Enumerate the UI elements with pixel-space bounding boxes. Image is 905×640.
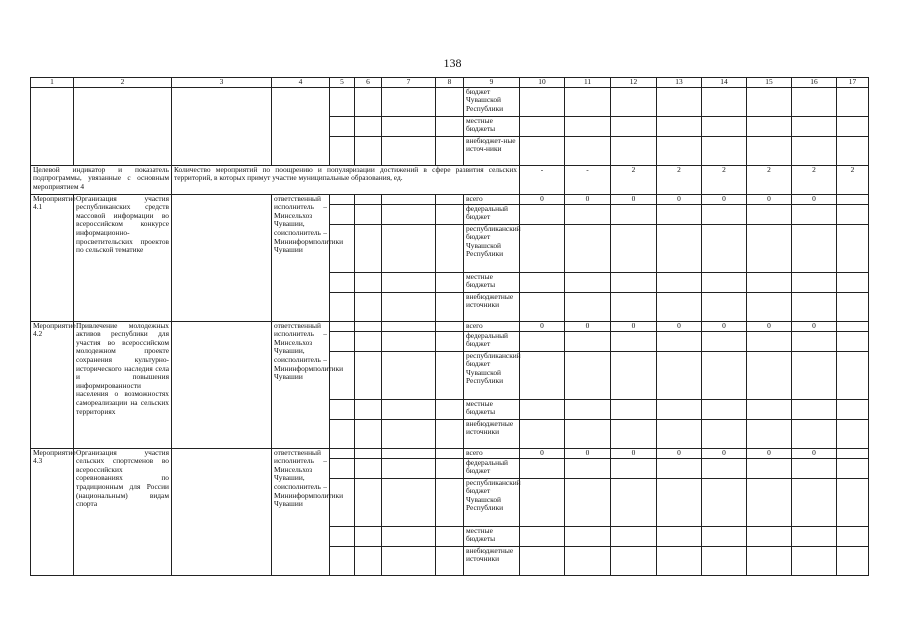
total-value: 0 <box>792 448 837 458</box>
empty-cell <box>792 224 837 272</box>
indicator-label: Целевой индикатор и показатель подпрограммы, увязанные с основным мероприятием 4 <box>31 165 172 194</box>
empty-cell <box>330 448 355 458</box>
col-header: 15 <box>747 78 792 88</box>
empty-cell <box>355 204 382 224</box>
empty-cell <box>565 87 611 116</box>
empty-cell <box>657 419 702 448</box>
empty-cell <box>382 478 436 526</box>
total-value: 0 <box>565 194 611 204</box>
activity-responsible: ответственный исполнитель – Минсельхоз Чувашии, соисполнитель – Мининформполитики Чувашии <box>272 194 330 321</box>
total-value: 0 <box>657 194 702 204</box>
funding-source: бюджет Чувашской Республики <box>464 87 520 116</box>
empty-cell <box>330 399 355 419</box>
empty-cell <box>520 292 565 321</box>
empty-cell <box>702 478 747 526</box>
empty-cell <box>702 331 747 351</box>
empty-cell <box>355 224 382 272</box>
empty-cell <box>702 292 747 321</box>
indicator-value: 2 <box>611 165 657 194</box>
col-header: 8 <box>436 78 464 88</box>
activity-name: Организация участия республиканских средств массовой информации во всероссийском конкурсе информационно-просветительских проектов по сельской тематике <box>74 194 172 321</box>
empty-cell <box>330 351 355 399</box>
empty-cell <box>611 478 657 526</box>
total-value: 0 <box>792 194 837 204</box>
activity-row <box>31 448 869 458</box>
empty-cell <box>657 204 702 224</box>
empty-cell <box>747 419 792 448</box>
empty-cell <box>747 224 792 272</box>
col-header: 3 <box>172 78 272 88</box>
col-header: 1 <box>31 78 74 88</box>
activity-responsible: ответственный исполнитель – Минсельхоз Чувашии, соисполнитель – Мининформполитики Чувашии <box>272 448 330 575</box>
empty-cell <box>611 136 657 165</box>
empty-cell <box>657 136 702 165</box>
empty-cell <box>837 321 869 331</box>
empty-cell <box>436 526 464 546</box>
activity-code: Мероприятие 4.1 <box>31 194 74 321</box>
empty-cell <box>520 116 565 136</box>
empty-cell <box>520 224 565 272</box>
empty-cell <box>657 351 702 399</box>
activity-row <box>31 194 869 204</box>
empty-cell <box>436 478 464 526</box>
empty-cell <box>702 526 747 546</box>
indicator-value: 2 <box>837 165 869 194</box>
empty-cell <box>747 526 792 546</box>
empty-cell <box>747 478 792 526</box>
empty-cell <box>520 136 565 165</box>
activity-code: Мероприятие 4.2 <box>31 321 74 448</box>
indicator-value: 2 <box>657 165 702 194</box>
empty-cell <box>330 292 355 321</box>
empty-cell <box>657 116 702 136</box>
empty-cell <box>611 331 657 351</box>
empty-cell <box>792 351 837 399</box>
empty-cell <box>565 136 611 165</box>
empty-cell <box>436 136 464 165</box>
empty-cell <box>520 351 565 399</box>
empty-cell <box>837 546 869 575</box>
empty-cell <box>355 399 382 419</box>
continued-col-4 <box>272 87 330 165</box>
empty-cell <box>355 321 382 331</box>
activity-col-3 <box>172 448 272 575</box>
funding-source: федеральный бюджет <box>464 331 520 351</box>
empty-cell <box>520 478 565 526</box>
empty-cell <box>565 116 611 136</box>
page-number: 138 <box>443 56 462 70</box>
empty-cell <box>611 272 657 292</box>
empty-cell <box>702 546 747 575</box>
continued-col-3 <box>172 87 272 165</box>
activity-responsible: ответственный исполнитель – Минсельхоз Чувашии, соисполнитель – Мининформполитики Чувашии <box>272 321 330 448</box>
indicator-value: 2 <box>747 165 792 194</box>
empty-cell <box>330 204 355 224</box>
funding-source: местные бюджеты <box>464 399 520 419</box>
col-header: 10 <box>520 78 565 88</box>
empty-cell <box>382 194 436 204</box>
indicator-value: 2 <box>702 165 747 194</box>
empty-cell <box>792 87 837 116</box>
empty-cell <box>792 204 837 224</box>
empty-cell <box>382 87 436 116</box>
funding-source: республиканский бюджет Чувашской Республики <box>464 478 520 526</box>
empty-cell <box>837 458 869 478</box>
empty-cell <box>837 224 869 272</box>
empty-cell <box>702 351 747 399</box>
empty-cell <box>382 458 436 478</box>
empty-cell <box>330 331 355 351</box>
total-value: 0 <box>657 448 702 458</box>
empty-cell <box>657 224 702 272</box>
empty-cell <box>747 136 792 165</box>
empty-cell <box>382 399 436 419</box>
empty-cell <box>792 292 837 321</box>
empty-cell <box>436 204 464 224</box>
empty-cell <box>702 204 747 224</box>
continued-col-2 <box>74 87 172 165</box>
total-value: 0 <box>611 321 657 331</box>
empty-cell <box>747 87 792 116</box>
empty-cell <box>611 546 657 575</box>
total-value: 0 <box>565 321 611 331</box>
empty-cell <box>657 526 702 546</box>
empty-cell <box>611 224 657 272</box>
empty-cell <box>565 399 611 419</box>
funding-source: всего <box>464 448 520 458</box>
empty-cell <box>436 351 464 399</box>
funding-source: республиканский бюджет Чувашской Республики <box>464 224 520 272</box>
empty-cell <box>702 87 747 116</box>
empty-cell <box>837 351 869 399</box>
total-value: 0 <box>747 448 792 458</box>
funding-source: всего <box>464 321 520 331</box>
col-header: 5 <box>330 78 355 88</box>
empty-cell <box>382 331 436 351</box>
activity-name: Организация участия сельских спортсменов во всероссийских соревнованиях по традиционным для России (национальным) видам спорта <box>74 448 172 575</box>
column-number-row <box>31 78 869 88</box>
empty-cell <box>355 331 382 351</box>
empty-cell <box>565 331 611 351</box>
empty-cell <box>330 116 355 136</box>
empty-cell <box>702 419 747 448</box>
total-value: 0 <box>520 448 565 458</box>
empty-cell <box>565 351 611 399</box>
col-header: 17 <box>837 78 869 88</box>
empty-cell <box>565 224 611 272</box>
empty-cell <box>382 292 436 321</box>
empty-cell <box>611 292 657 321</box>
empty-cell <box>382 546 436 575</box>
empty-cell <box>837 419 869 448</box>
empty-cell <box>330 419 355 448</box>
indicator-row <box>31 165 869 194</box>
empty-cell <box>382 351 436 399</box>
empty-cell <box>382 204 436 224</box>
empty-cell <box>436 87 464 116</box>
empty-cell <box>565 546 611 575</box>
total-value: 0 <box>565 448 611 458</box>
empty-cell <box>837 526 869 546</box>
empty-cell <box>520 272 565 292</box>
empty-cell <box>657 478 702 526</box>
continuation-row <box>31 87 869 116</box>
empty-cell <box>611 399 657 419</box>
empty-cell <box>330 458 355 478</box>
funding-source: местные бюджеты <box>464 116 520 136</box>
funding-source: внебюджетные источники <box>464 292 520 321</box>
col-header: 9 <box>464 78 520 88</box>
empty-cell <box>330 546 355 575</box>
empty-cell <box>747 546 792 575</box>
empty-cell <box>837 399 869 419</box>
empty-cell <box>747 458 792 478</box>
empty-cell <box>330 194 355 204</box>
empty-cell <box>382 321 436 331</box>
empty-cell <box>436 116 464 136</box>
continued-col-1 <box>31 87 74 165</box>
funding-source: внебюджетные источники <box>464 546 520 575</box>
empty-cell <box>702 224 747 272</box>
total-value: 0 <box>611 194 657 204</box>
empty-cell <box>837 272 869 292</box>
empty-cell <box>355 526 382 546</box>
total-value: 0 <box>747 194 792 204</box>
empty-cell <box>355 546 382 575</box>
empty-cell <box>330 224 355 272</box>
empty-cell <box>792 272 837 292</box>
empty-cell <box>792 546 837 575</box>
budget-table <box>30 77 869 576</box>
empty-cell <box>382 224 436 272</box>
col-header: 16 <box>792 78 837 88</box>
empty-cell <box>837 292 869 321</box>
total-value: 0 <box>611 448 657 458</box>
empty-cell <box>355 272 382 292</box>
funding-source: внебюджет-ные источ-ники <box>464 136 520 165</box>
indicator-value: - <box>565 165 611 194</box>
empty-cell <box>330 478 355 526</box>
total-value: 0 <box>747 321 792 331</box>
empty-cell <box>382 526 436 546</box>
empty-cell <box>702 116 747 136</box>
empty-cell <box>436 546 464 575</box>
empty-cell <box>657 399 702 419</box>
activity-col-3 <box>172 321 272 448</box>
empty-cell <box>436 448 464 458</box>
empty-cell <box>702 136 747 165</box>
empty-cell <box>657 87 702 116</box>
empty-cell <box>565 419 611 448</box>
empty-cell <box>702 272 747 292</box>
empty-cell <box>611 87 657 116</box>
indicator-value: - <box>520 165 565 194</box>
empty-cell <box>565 526 611 546</box>
empty-cell <box>382 272 436 292</box>
empty-cell <box>436 458 464 478</box>
activity-col-3 <box>172 194 272 321</box>
empty-cell <box>436 292 464 321</box>
funding-source: местные бюджеты <box>464 526 520 546</box>
empty-cell <box>657 546 702 575</box>
empty-cell <box>520 458 565 478</box>
total-value: 0 <box>792 321 837 331</box>
empty-cell <box>565 292 611 321</box>
empty-cell <box>436 224 464 272</box>
funding-source: федеральный бюджет <box>464 458 520 478</box>
empty-cell <box>355 194 382 204</box>
empty-cell <box>382 448 436 458</box>
activity-name: Привлечение молодежных активов республики для участия во всероссийском молодежном проекте сохранения культурно-исторического наследия села и повышения информированности населения о возможностях самореализации на сельских территориях <box>74 321 172 448</box>
empty-cell <box>837 204 869 224</box>
col-header: 7 <box>382 78 436 88</box>
empty-cell <box>355 448 382 458</box>
empty-cell <box>792 116 837 136</box>
empty-cell <box>382 116 436 136</box>
empty-cell <box>355 351 382 399</box>
total-value: 0 <box>657 321 702 331</box>
empty-cell <box>657 458 702 478</box>
empty-cell <box>611 351 657 399</box>
empty-cell <box>792 419 837 448</box>
empty-cell <box>382 419 436 448</box>
empty-cell <box>837 87 869 116</box>
empty-cell <box>330 272 355 292</box>
empty-cell <box>837 116 869 136</box>
empty-cell <box>792 526 837 546</box>
empty-cell <box>747 272 792 292</box>
activity-row <box>31 321 869 331</box>
empty-cell <box>520 526 565 546</box>
empty-cell <box>611 204 657 224</box>
empty-cell <box>747 351 792 399</box>
empty-cell <box>837 448 869 458</box>
empty-cell <box>747 292 792 321</box>
empty-cell <box>330 136 355 165</box>
empty-cell <box>330 526 355 546</box>
col-header: 2 <box>74 78 172 88</box>
col-header: 14 <box>702 78 747 88</box>
empty-cell <box>355 116 382 136</box>
empty-cell <box>436 399 464 419</box>
empty-cell <box>747 116 792 136</box>
empty-cell <box>436 321 464 331</box>
empty-cell <box>702 399 747 419</box>
empty-cell <box>520 546 565 575</box>
empty-cell <box>330 321 355 331</box>
empty-cell <box>657 292 702 321</box>
empty-cell <box>382 136 436 165</box>
total-value: 0 <box>520 194 565 204</box>
empty-cell <box>611 458 657 478</box>
total-value: 0 <box>702 194 747 204</box>
col-header: 11 <box>565 78 611 88</box>
funding-source: федеральный бюджет <box>464 204 520 224</box>
empty-cell <box>355 419 382 448</box>
funding-source: всего <box>464 194 520 204</box>
empty-cell <box>837 194 869 204</box>
empty-cell <box>436 194 464 204</box>
empty-cell <box>747 399 792 419</box>
empty-cell <box>792 458 837 478</box>
empty-cell <box>565 204 611 224</box>
empty-cell <box>436 272 464 292</box>
empty-cell <box>355 478 382 526</box>
empty-cell <box>355 136 382 165</box>
empty-cell <box>565 478 611 526</box>
col-header: 4 <box>272 78 330 88</box>
empty-cell <box>520 419 565 448</box>
indicator-text: Количество мероприятий по поощрению и популяризации достижений в сфере развития сельских территорий, в которых примут участие муниципальные образования, ед. <box>172 165 520 194</box>
empty-cell <box>792 331 837 351</box>
empty-cell <box>565 272 611 292</box>
total-value: 0 <box>702 321 747 331</box>
col-header: 13 <box>657 78 702 88</box>
empty-cell <box>355 458 382 478</box>
empty-cell <box>657 272 702 292</box>
empty-cell <box>355 292 382 321</box>
funding-source: внебюджетные источники <box>464 419 520 448</box>
empty-cell <box>747 331 792 351</box>
empty-cell <box>330 87 355 116</box>
total-value: 0 <box>520 321 565 331</box>
activity-code: Мероприятие 4.3 <box>31 448 74 575</box>
empty-cell <box>355 87 382 116</box>
empty-cell <box>611 419 657 448</box>
empty-cell <box>520 87 565 116</box>
empty-cell <box>792 478 837 526</box>
empty-cell <box>436 331 464 351</box>
empty-cell <box>565 458 611 478</box>
empty-cell <box>520 331 565 351</box>
empty-cell <box>520 399 565 419</box>
empty-cell <box>436 419 464 448</box>
funding-source: местные бюджеты <box>464 272 520 292</box>
empty-cell <box>611 116 657 136</box>
empty-cell <box>837 136 869 165</box>
indicator-value: 2 <box>792 165 837 194</box>
empty-cell <box>837 478 869 526</box>
empty-cell <box>611 526 657 546</box>
empty-cell <box>837 331 869 351</box>
empty-cell <box>792 136 837 165</box>
empty-cell <box>520 204 565 224</box>
empty-cell <box>747 204 792 224</box>
empty-cell <box>657 331 702 351</box>
col-header: 6 <box>355 78 382 88</box>
empty-cell <box>792 399 837 419</box>
col-header: 12 <box>611 78 657 88</box>
funding-source: республиканский бюджет Чувашской Республики <box>464 351 520 399</box>
empty-cell <box>702 458 747 478</box>
total-value: 0 <box>702 448 747 458</box>
